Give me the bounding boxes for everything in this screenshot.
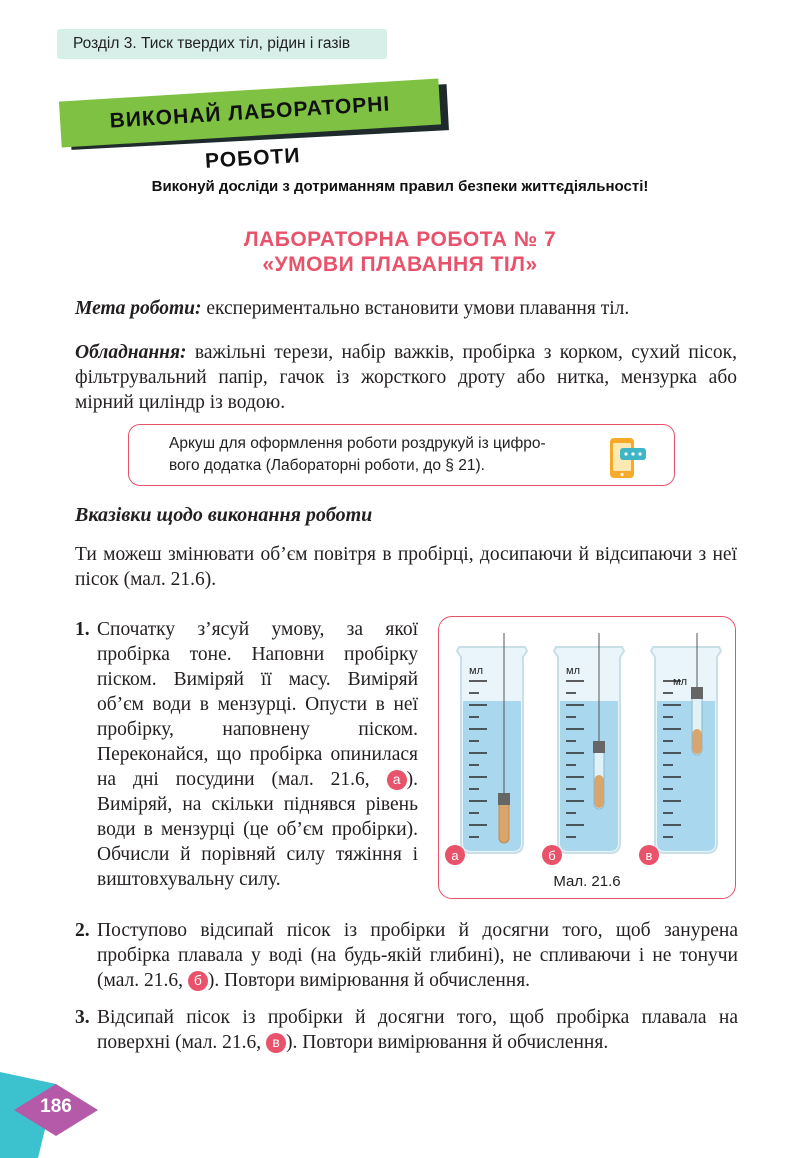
page-number: 186: [40, 1096, 72, 1117]
cylinders-illustration: [439, 617, 735, 869]
unit-label-c: мл: [673, 676, 687, 688]
lab-title-line2: «УМОВИ ПЛАВАННЯ ТІЛ»: [262, 253, 538, 276]
digital-appendix-note: [128, 424, 675, 486]
instructions-intro: Ти можеш змінювати об’єм повітря в пробірці, досипаючи й відсипаючи з неї пісок (мал. 21.6).: [75, 544, 737, 590]
unit-label-a: мл: [469, 665, 483, 677]
step-text-after: ). Виміряй, на скільки піднявся рівень води в мензурці (це об’єм пробірки). Обчисли й порівняй силу тяжіння і виштовхувальну силу.: [97, 769, 418, 890]
step-text: [97, 617, 418, 892]
step-text-before: Поступово відсипай пісок із пробірки й досягни того, щоб занурена пробірка плавала у воді (на будь-якій глибині), не спливаючи і не тонучи (мал. 21.6,: [97, 920, 738, 991]
step-text: [97, 918, 738, 993]
step-text-before: Спочатку з’ясуй умову, за якої пробірка тоне. Наповни пробірку піском. Виміряй її масу. Виміряй об’єм води в мензурці. Опусти в неї пробірку, наповнену піском. Переконайся, що пробірка опинилася на дні посудини (мал. 21.6,: [97, 619, 418, 790]
step-text-before: Відсипай пісок із пробірки й досягни того, щоб пробірка плавала на поверхні (мал. 21.6,: [97, 1007, 738, 1053]
figure-label-badge: а: [387, 770, 407, 790]
figure-caption: Мал. 21.6: [553, 873, 621, 890]
step-3: [75, 1005, 740, 1057]
lab-banner: [56, 82, 456, 173]
step-number: 3.: [75, 1007, 90, 1028]
goal-paragraph: [75, 296, 737, 321]
figure-label-c: [639, 845, 659, 865]
figure-21-6: [438, 616, 736, 899]
goal-label: Мета роботи:: [75, 298, 202, 319]
banner-text: ВИКОНАЙ ЛАБОРАТОРНІ РОБОТИ: [59, 78, 441, 147]
step-number: 2.: [75, 920, 90, 941]
instructions-heading: Вказівки щодо виконання роботи: [75, 504, 373, 526]
cylinder-c: [651, 633, 721, 853]
cylinder-b: [554, 633, 624, 853]
goal-text: експериментально встановити умови плавання тіл.: [206, 298, 630, 319]
cylinder-a: [457, 633, 527, 853]
svg-text:в: в: [645, 848, 653, 863]
safety-note: Виконуй досліди з дотриманням правил безпеки життєдіяльності!: [151, 178, 649, 195]
lab-title: [0, 227, 800, 277]
step-number: 1.: [75, 619, 90, 640]
equipment-label: Обладнання:: [75, 342, 187, 363]
figure-label-badge: б: [188, 971, 208, 991]
figure-label-a: [445, 845, 465, 865]
step-text: [97, 1005, 738, 1055]
smartphone-icon: [608, 434, 648, 480]
equipment-text: важільні терези, набір важків, пробірка з корком, сухий пісок, фільтрувальний папір, гачок із жорсткого дроту або нитка, мензурка або мірний циліндр із водою.: [75, 342, 737, 413]
note-line1: Аркуш для оформлення роботи роздрукуй із цифро-: [169, 435, 546, 452]
unit-label-b: мл: [566, 665, 580, 677]
step-text-after: ). Повтори вимірювання й обчислення.: [207, 970, 531, 991]
chapter-tab: Розділ 3. Тиск твердих тіл, рідин і газів: [57, 29, 387, 59]
figure-label-b: [542, 845, 562, 865]
step-2: [75, 918, 740, 994]
svg-text:б: б: [548, 848, 556, 863]
figure-label-badge: в: [266, 1033, 286, 1053]
lab-title-line1: ЛАБОРАТОРНА РОБОТА № 7: [243, 228, 557, 251]
note-line2: вого додатка (Лабораторні роботи, до § 21).: [169, 457, 485, 474]
step-1: [75, 617, 420, 902]
svg-text:а: а: [451, 848, 459, 863]
step-text-after: ). Повтори вимірювання й обчислення.: [286, 1032, 609, 1053]
equipment-paragraph: [75, 340, 737, 415]
note-text: [169, 433, 609, 477]
